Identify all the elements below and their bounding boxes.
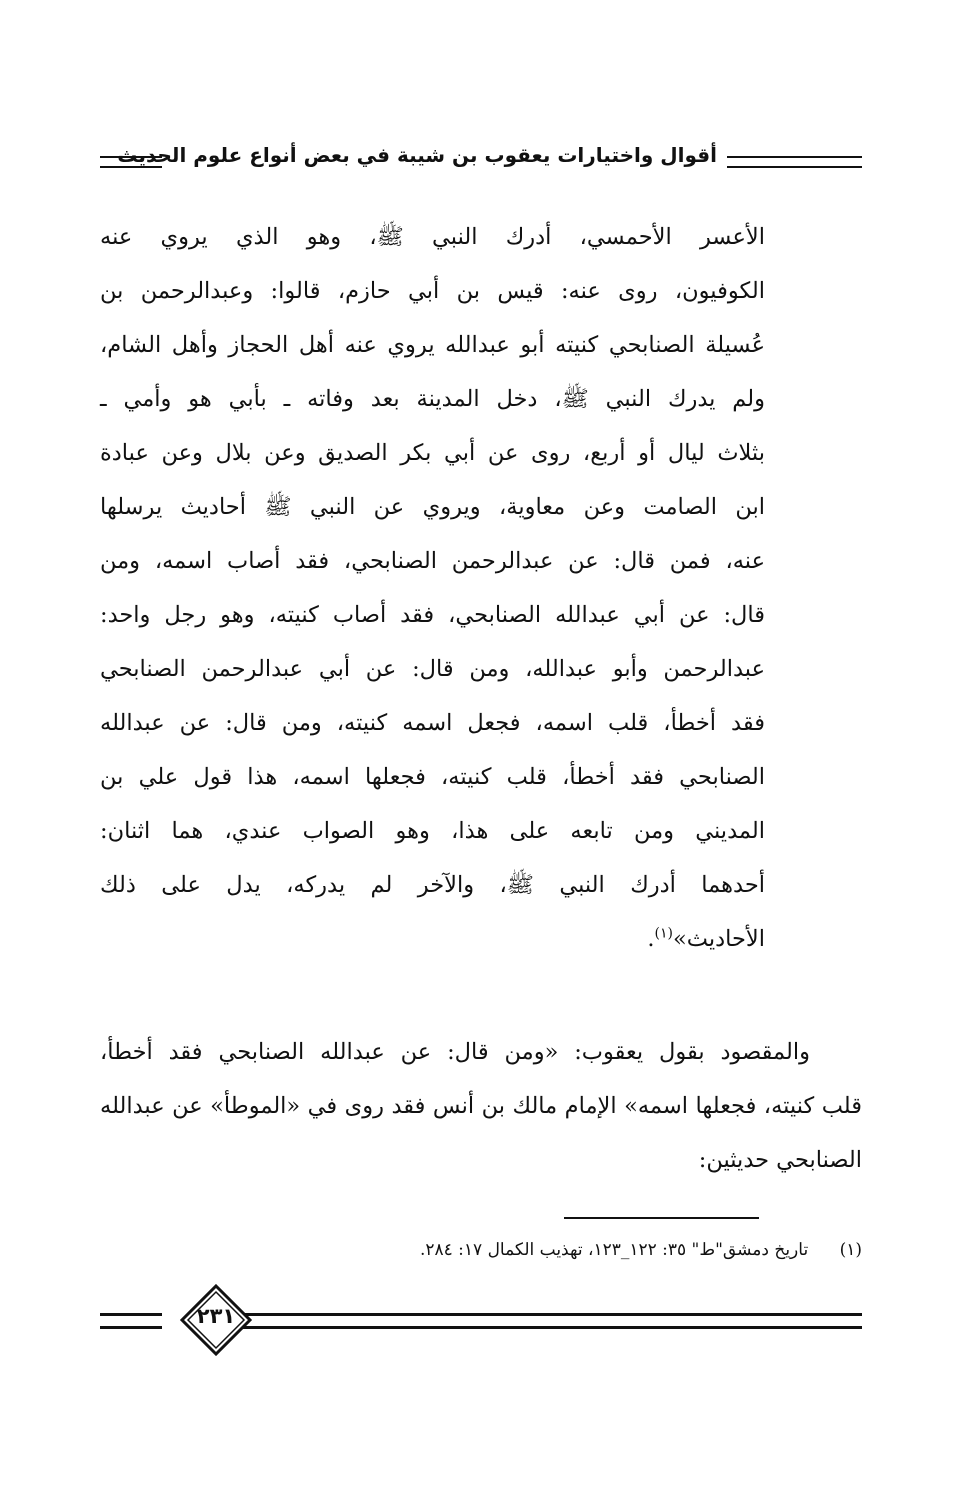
text-line: أحدهما أدرك النبي ﷺ، والآخر لم يدركه، يدل على ذلك	[100, 872, 765, 898]
second-paragraph	[100, 1025, 862, 1187]
text-line: الكوفيون، روى عنه: قيس بن أبي حازم، قالوا: وعبدالرحمن بن	[100, 278, 765, 304]
line-end-punctuation: .	[647, 926, 655, 952]
footnote-separator	[564, 1217, 759, 1219]
text-line: عنه، فمن قال: عن عبدالرحمن الصنابحي، فقد أصاب اسمه، ومن	[100, 548, 765, 574]
text-line: قلب كنيته، فجعلها اسمه» الإمام مالك بن أنس فقد روى في «الموطأ» عن عبدالله	[100, 1093, 862, 1119]
running-header	[100, 138, 862, 178]
page-number: ٢٣١	[196, 1304, 236, 1328]
text-line: ولم يدرك النبي ﷺ، دخل المدينة بعد وفاته ـ بأبي هو وأمي ـ	[100, 386, 765, 412]
text-line-last	[100, 912, 765, 966]
text-line: الصنابحي حديثين:	[698, 1147, 862, 1173]
footer-rule-right	[242, 1313, 862, 1329]
footnote-mark: (١)	[839, 1240, 862, 1260]
text-line: المديني ومن تابعه على هذا، وهو الصواب عندي، هما اثنان:	[100, 818, 765, 844]
header-rule-right	[727, 156, 862, 168]
text-line-content: الأحاديث»	[673, 926, 765, 952]
footnote-text: تاريخ دمشق"ط" ٣٥: ١٢٢_١٢٣، تهذيب الكمال ١٧: ٢٨٤.	[419, 1240, 809, 1260]
header-rule-left	[100, 156, 162, 168]
text-line: قال: عن أبي عبدالله الصنابحي، فقد أصاب كنيته، وهو رجل واحد:	[100, 602, 765, 628]
text-line: فقد أخطأ، قلب اسمه، فجعل اسمه كنيته، ومن قال: عن عبدالله	[100, 710, 765, 736]
text-line: بثلاث ليال أو أربع، روى عن أبي بكر الصديق وعن بلال وعن عبادة	[100, 440, 765, 466]
text-line: عبدالرحمن وأبو عبدالله، ومن قال: عن أبي عبدالرحمن الصنابحي	[100, 656, 765, 682]
main-paragraph	[100, 210, 765, 966]
page-footer	[100, 1280, 862, 1362]
text-line: عُسيلة الصنابحي كنيته أبو عبدالله يروي عنه أهل الحجاز وأهل الشام،	[100, 332, 765, 358]
header-title: أقوال واختيارات يعقوب بن شيبة في بعض أنواع علوم الحديث	[117, 143, 717, 167]
footer-rule-left	[100, 1313, 162, 1329]
text-line: والمقصود بقول يعقوب: «ومن قال: عن عبدالله الصنابحي فقد أخطأ،	[100, 1039, 810, 1065]
footnote	[100, 1240, 862, 1260]
footnote-reference: (١)	[654, 925, 673, 942]
text-line: ابن الصامت وعن معاوية، ويروي عن النبي ﷺ أحاديث يرسلها	[100, 494, 765, 520]
text-line: الصنابحي فقد أخطأ، قلب كنيته، فجعلها اسمه، هذا قول علي بن	[100, 764, 765, 790]
text-line: الأعسر الأحمسي، أدرك النبي ﷺ، وهو الذي يروي عنه	[100, 224, 765, 250]
